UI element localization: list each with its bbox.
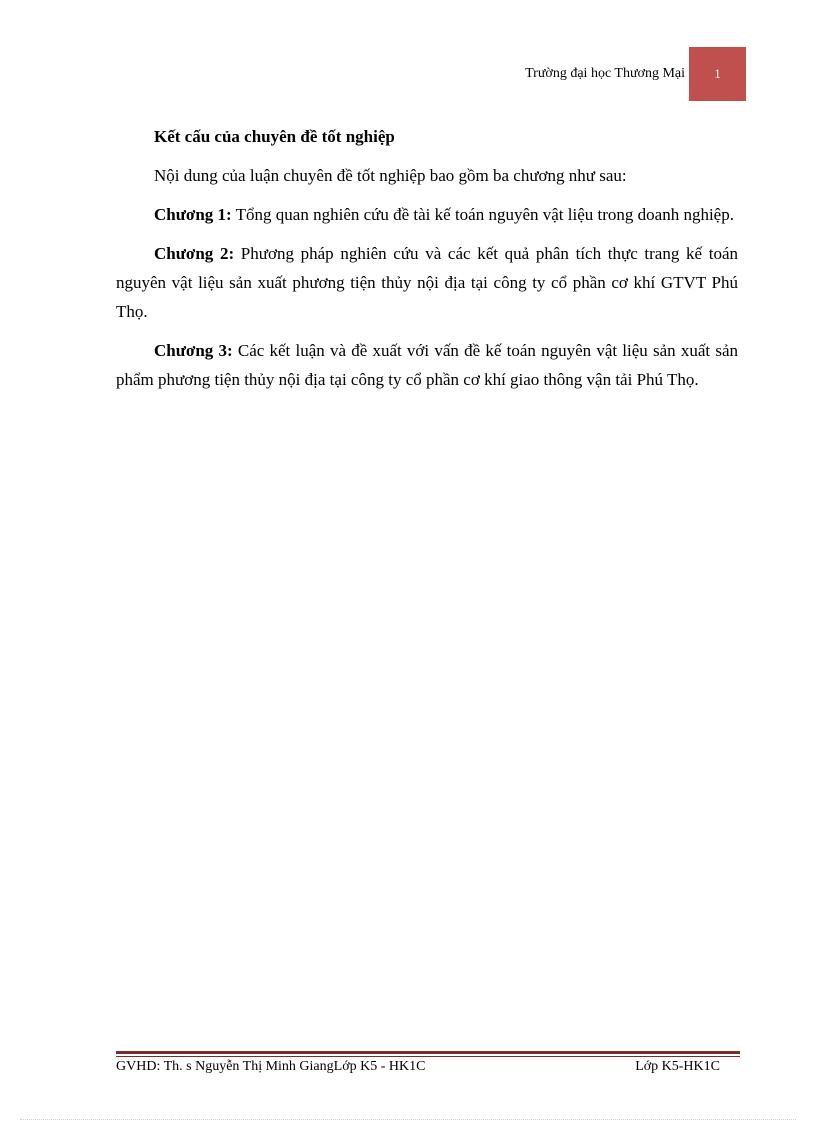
chapter-2-label: Chương 2: [154,244,235,263]
footer-divider-thick [116,1051,740,1054]
chapter-2-text: Phương pháp nghiên cứu và các kết quả phân tích thực trang kế toán nguyên vật liệu sản xuất phương tiện thủy nội địa tại công ty cổ phần cơ khí GTVT Phú Thọ. [116,244,738,321]
page-header-title: Trường đại học Thương Mại [525,66,685,81]
page-bottom-edge [20,1119,796,1120]
chapter-3-label: Chương 3: [154,341,233,360]
chapter-1-text: Tổng quan nghiên cứu đề tài kế toán nguyên vật liệu trong doanh nghiệp. [231,205,734,224]
footer-advisor-text: GVHD: Th. s Nguyễn Thị Minh GiangLớp K5 - HK1C [116,1059,426,1074]
footer-divider-thin [116,1056,740,1057]
section-heading: Kết cấu của chuyên đề tốt nghiệp [154,127,395,146]
document-body [116,122,738,404]
page-number-badge: 1 [689,47,746,101]
footer-class-text: Lớp K5-HK1C [635,1059,720,1074]
chapter-1-label: Chương 1: [154,205,232,224]
chapter-3-text: Các kết luận và đề xuất với vấn đề kế toán nguyên vật liệu sản xuất sản phẩm phương tiện thủy nội địa tại công ty cổ phần cơ khí giao thông vận tải Phú Thọ. [116,341,738,389]
intro-paragraph: Nội dung của luận chuyên đề tốt nghiệp bao gồm ba chương như sau: [154,166,627,185]
chapter-3-paragraph [116,336,738,394]
chapter-2-paragraph [116,239,738,326]
chapter-1-paragraph [116,200,738,229]
